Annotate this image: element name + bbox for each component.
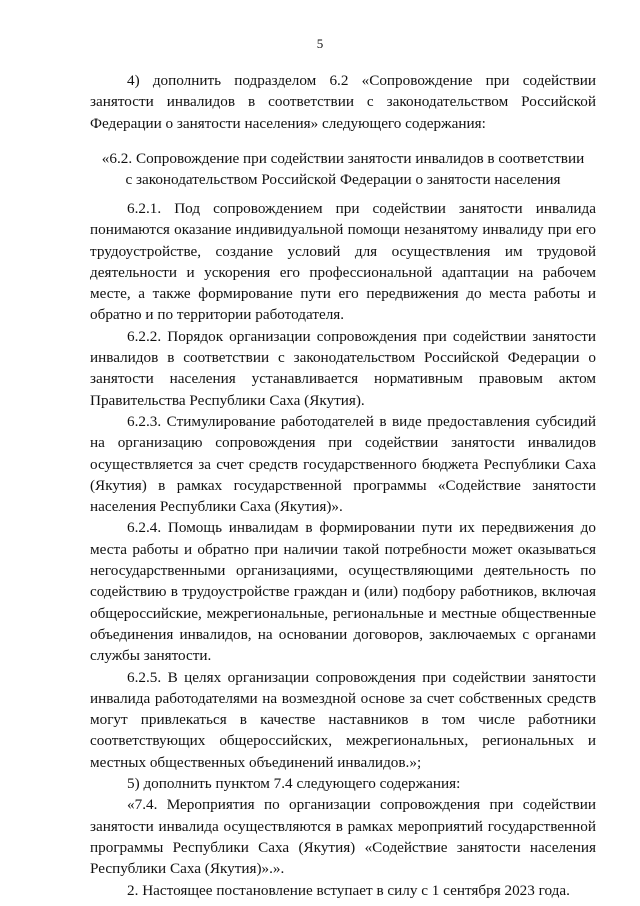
item-5-paragraph: 5) дополнить пунктом 7.4 следующего содержания: [127, 775, 461, 793]
page-number: 5 [316, 36, 324, 51]
section-body [90, 198, 596, 901]
section-heading-line-2: с законодательством Российской Федерации о занятости населения [125, 171, 561, 189]
paragraph-6-2-2: 6.2.2. Порядок организации сопровождения при содействии занятости инвалидов в соответствии с законодательством Российской Федерации о занятости населения устанавливается нормативным правовым актом Правительства Республики Саха (Якутия). [90, 327, 596, 409]
paragraph-6-2-1: 6.2.1. Под сопровождением при содействии занятости инвалида понимаются оказание индивидуальной помощи незанятому инвалиду при его трудоустройстве, создание условий для осуществления им трудовой деятельности и ускорения его профессиональной адаптации на рабочем месте, а также формирование пути его передвижения до места работы и обратно и по территории работодателя. [90, 200, 596, 324]
item-4-paragraph: 4) дополнить подразделом 6.2 «Сопровождение при содействии занятости инвалидов в соответствии с законодательством Российской Федерации о занятости населения» следующего содержания: [90, 72, 596, 132]
paragraph-6-2-4: 6.2.4. Помощь инвалидам в формировании пути их передвижения до места работы и обратно при наличии такой потребности может оказываться негосударственными организациями, осуществляющими деятельность по содействию в трудоустройстве граждан и (или) подбору работников, включая общероссийские, межрегиональные, региональные и местные общественные объединения инвалидов, на основании договоров, заключаемых с органами службы занятости. [90, 519, 596, 665]
clause-2-paragraph: 2. Настоящее постановление вступает в силу с 1 сентября 2023 года. [127, 881, 570, 899]
paragraph-6-2-5: 6.2.5. В целях организации сопровождения при содействии занятости инвалида работодателями на возмездной основе за счет собственных средств могут привлекаться в качестве наставников в том числе работники соответствующих общероссийских, межрегиональных, региональных и местных общественных объединений инвалидов.»; [90, 668, 596, 771]
item-5-text-paragraph: «7.4. Мероприятия по организации сопровождения при содействии занятости инвалида осуществляются в рамках мероприятий государственной программы Республики Саха (Якутия) «Содействие занятости населения Республики Саха (Якутия)».». [90, 796, 596, 878]
item-4-block [90, 70, 596, 134]
section-heading-line-1: «6.2. Сопровождение при содействии занятости инвалидов в соответствии [101, 150, 585, 167]
section-heading [90, 148, 596, 191]
paragraph-6-2-3: 6.2.3. Стимулирование работодателей в виде предоставления субсидий на организацию сопровождения при содействии занятости инвалидов осуществляется за счет средств государственного бюджета Республики Саха (Якутия) в рамках государственной программы «Содействие занятости населения Республики Саха (Якутия)». [90, 412, 596, 516]
